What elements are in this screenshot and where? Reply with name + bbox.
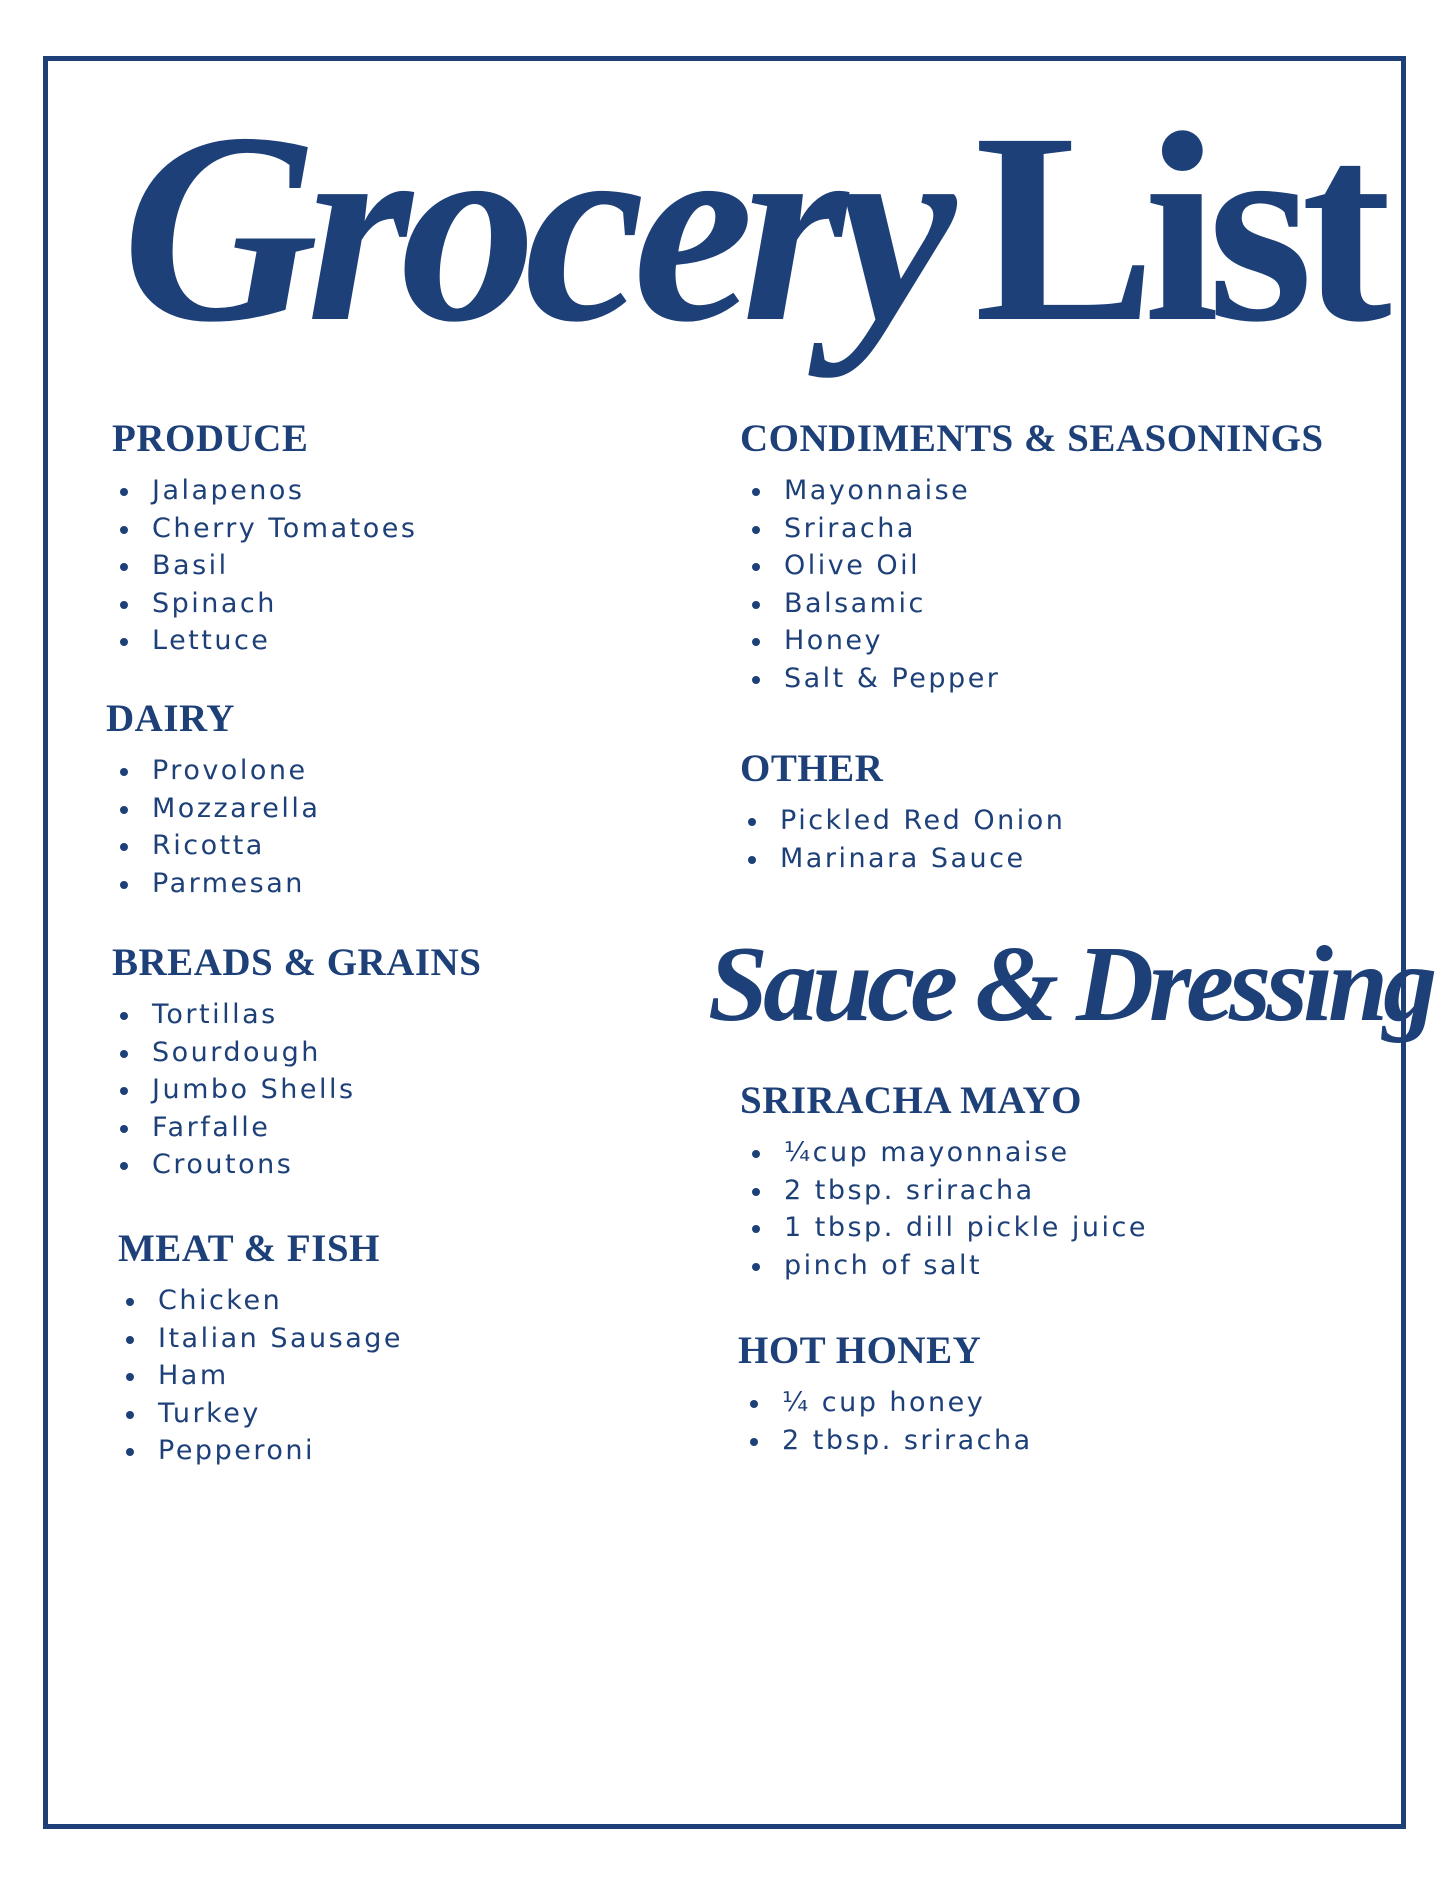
- list-item: Farfalle: [112, 1109, 481, 1147]
- list-item: pinch of salt: [744, 1247, 1148, 1285]
- list-item: Mayonnaise: [744, 472, 1324, 510]
- list-item: 2 tbsp. sriracha: [744, 1172, 1148, 1210]
- list-item: Ham: [118, 1357, 403, 1395]
- section-heading: DAIRY: [106, 697, 235, 740]
- item-list: [112, 472, 417, 660]
- list-item: Sourdough: [112, 1034, 481, 1072]
- item-list: [112, 996, 481, 1184]
- list-item: Cherry Tomatoes: [112, 510, 417, 548]
- list-item: Pickled Red Onion: [740, 802, 1065, 840]
- title-word-list: List: [974, 77, 1380, 378]
- section-meat-fish: [118, 1226, 403, 1470]
- list-item: Chicken: [118, 1282, 403, 1320]
- section-other: [740, 746, 1065, 877]
- list-item: Honey: [744, 622, 1324, 660]
- section-sriracha-mayo: [740, 1078, 1148, 1284]
- list-item: Marinara Sauce: [740, 840, 1065, 878]
- list-item: Sriracha: [744, 510, 1324, 548]
- title-word-grocery: Grocery: [122, 77, 945, 378]
- section-heading: MEAT & FISH: [118, 1227, 380, 1270]
- section-condiments-seasonings: [740, 416, 1324, 697]
- section-heading: SRIRACHA MAYO: [740, 1079, 1083, 1122]
- list-item: ¼ cup honey: [742, 1384, 1033, 1422]
- sauce-dressing-title: Sauce & Dressing: [708, 925, 1433, 1044]
- section-heading: OTHER: [740, 747, 884, 790]
- item-list: [118, 1282, 403, 1470]
- list-item: Croutons: [112, 1146, 481, 1184]
- list-item: 2 tbsp. sriracha: [742, 1422, 1033, 1460]
- section-hot-honey: [738, 1328, 1033, 1459]
- list-item: Balsamic: [744, 585, 1324, 623]
- list-item: ¼cup mayonnaise: [744, 1134, 1148, 1172]
- list-item: Jalapenos: [112, 472, 417, 510]
- section-dairy: [106, 696, 320, 902]
- section-breads-grains: [112, 940, 481, 1184]
- section-produce: [112, 416, 417, 660]
- list-item: Parmesan: [112, 865, 320, 903]
- list-item: Tortillas: [112, 996, 481, 1034]
- item-list: [744, 472, 1324, 697]
- section-heading: BREADS & GRAINS: [112, 941, 482, 984]
- list-item: Provolone: [112, 752, 320, 790]
- list-item: 1 tbsp. dill pickle juice: [744, 1209, 1148, 1247]
- item-list: [744, 1134, 1148, 1284]
- list-item: Spinach: [112, 585, 417, 623]
- list-item: Basil: [112, 547, 417, 585]
- item-list: [740, 802, 1065, 877]
- section-heading: PRODUCE: [112, 417, 309, 460]
- list-item: Jumbo Shells: [112, 1071, 481, 1109]
- section-heading: CONDIMENTS & SEASONINGS: [740, 417, 1324, 460]
- list-item: Mozzarella: [112, 790, 320, 828]
- list-item: Turkey: [118, 1395, 403, 1433]
- item-list: [112, 752, 320, 902]
- section-heading: HOT HONEY: [738, 1329, 982, 1372]
- list-item: Lettuce: [112, 622, 417, 660]
- list-item: Pepperoni: [118, 1432, 403, 1470]
- list-item: Italian Sausage: [118, 1320, 403, 1358]
- list-item: Olive Oil: [744, 547, 1324, 585]
- list-item: Salt & Pepper: [744, 660, 1324, 698]
- item-list: [742, 1384, 1033, 1459]
- page-title: [122, 77, 1380, 378]
- list-item: Ricotta: [112, 827, 320, 865]
